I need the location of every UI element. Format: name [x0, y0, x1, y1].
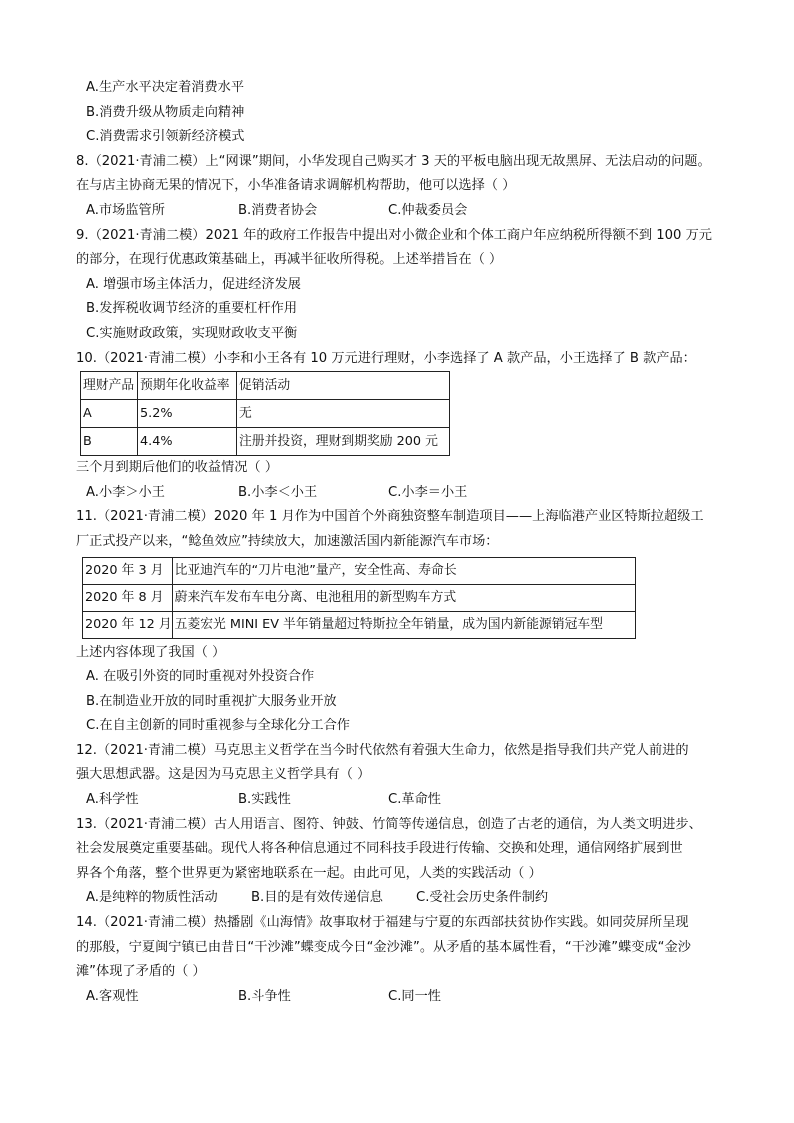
question-stem: 9.（2021·青浦二模）2021 年的政府工作报告中提出对小微企业和个体工商户年应纳税所得额不到 100 万元 — [76, 227, 712, 243]
options-row — [76, 199, 726, 224]
option-a: A.小李＞小王 — [86, 484, 165, 500]
table-row — [83, 557, 636, 584]
option-b: B.斗争性 — [238, 988, 291, 1004]
exam-page — [76, 76, 726, 1009]
ev-market-table — [82, 557, 636, 639]
options-row — [76, 788, 726, 813]
question-stem: 13.（2021·青浦二模）古人用语言、图符、钟鼓、竹简等传递信息，创造了古老的通信，为人类文明进步、 — [76, 816, 702, 832]
table-header-cell: 预期年化收益率 — [138, 372, 237, 400]
option-b: B.目的是有效传递信息 — [251, 890, 383, 906]
question-7 — [76, 76, 726, 150]
question-14 — [76, 911, 726, 1009]
option-b: B.在制造业开放的同时重视扩大服务业开放 — [86, 693, 337, 709]
question-11 — [76, 505, 726, 739]
question-stem: 滩”体现了矛盾的（ ） — [76, 964, 206, 980]
option-c: C.小李＝小王 — [388, 484, 468, 500]
question-stem: 厂正式投产以来，“鲶鱼效应”持续放大，加速激活国内新能源汽车市场： — [76, 533, 499, 549]
table-cell: B — [81, 428, 138, 456]
option-b: B.消费者协会 — [238, 202, 318, 218]
option-c: C.革命性 — [388, 792, 441, 808]
option-b: B.消费升级从物质走向精神 — [86, 104, 245, 120]
table-cell: 蔚来汽车发布车电分离、电池租用的新型购车方式 — [172, 584, 635, 611]
table-header-cell: 理财产品 — [81, 372, 138, 400]
question-prompt: 三个月到期后他们的收益情况（ ） — [76, 460, 279, 476]
table-cell: 4.4% — [138, 428, 237, 456]
question-13 — [76, 813, 726, 911]
option-b: B.发挥税收调节经济的重要杠杆作用 — [86, 301, 298, 317]
option-c: C.受社会历史条件制约 — [416, 890, 549, 906]
option-c: C.实施财政政策，实现财政收支平衡 — [86, 325, 298, 341]
option-a: A. 增强市场主体活力，促进经济发展 — [86, 276, 301, 292]
question-stem: 10.（2021·青浦二模）小李和小王各有 10 万元进行理财，小李选择了 A 款产品，小王选择了 B 款产品： — [76, 350, 696, 366]
options-row — [76, 481, 726, 506]
option-a: A.市场监管所 — [86, 202, 165, 218]
question-stem: 14.（2021·青浦二模）热播剧《山海情》故事取材于福建与宁夏的东西部扶贫协作实践。如同荧屏所呈现 — [76, 915, 689, 931]
table-row — [81, 400, 450, 428]
option-c: C.仲裁委员会 — [388, 202, 468, 218]
table-cell: 2020 年 8 月 — [83, 584, 173, 611]
option-a: A.客观性 — [86, 988, 139, 1004]
question-8 — [76, 150, 726, 224]
option-a: A.是纯粹的物质性活动 — [86, 890, 218, 906]
question-prompt: 上述内容体现了我国（ ） — [76, 644, 226, 660]
table-row — [81, 428, 450, 456]
option-a: A.科学性 — [86, 792, 139, 808]
option-b: B.实践性 — [238, 792, 291, 808]
table-cell: A — [81, 400, 138, 428]
option-c: C.在自主创新的同时重视参与全球化分工合作 — [86, 718, 350, 734]
question-stem: 的那般，宁夏闽宁镇已由昔日“干沙滩”蝶变成今日“金沙滩”。从矛盾的基本属性看，“干沙滩”蝶变成“金沙 — [76, 939, 691, 955]
option-c: C.同一性 — [388, 988, 441, 1004]
option-a: A. 在吸引外资的同时重视对外投资合作 — [86, 669, 315, 685]
question-12 — [76, 739, 726, 813]
question-stem: 11.（2021·青浦二模）2020 年 1 月作为中国首个外商独资整车制造项目——上海临港产业区特斯拉超级工 — [76, 509, 704, 525]
question-stem: 在与店主协商无果的情况下，小华准备请求调解机构帮助，他可以选择（ ） — [76, 178, 516, 194]
option-c: C.消费需求引领新经济模式 — [86, 129, 245, 145]
options-row — [76, 886, 726, 911]
question-stem: 界各个角落，整个世界更为紧密地联系在一起。由此可见，人类的实践活动（ ） — [76, 865, 542, 881]
table-header-cell: 促销活动 — [237, 372, 450, 400]
table-cell: 比亚迪汽车的“刀片电池”量产，安全性高、寿命长 — [172, 557, 635, 584]
question-stem: 8.（2021·青浦二模）上“网课”期间，小华发现自己购买才 3 天的平板电脑出现无故黑屏、无法启动的问题。 — [76, 153, 711, 169]
finance-product-table — [80, 371, 450, 456]
question-10 — [76, 347, 726, 506]
question-stem: 12.（2021·青浦二模）马克思主义哲学在当今时代依然有着强大生命力，依然是指导我们共产党人前进的 — [76, 742, 689, 758]
question-stem: 强大思想武器。这是因为马克思主义哲学具有（ ） — [76, 767, 371, 783]
question-stem: 的部分，在现行优惠政策基础上，再减半征收所得税。上述举措旨在（ ） — [76, 252, 503, 268]
table-cell: 注册并投资，理财到期奖励 200 元 — [237, 428, 450, 456]
question-stem: 社会发展奠定重要基础。现代人将各种信息通过不同科技手段进行传输、交换和处理，通信网络扩展到世 — [76, 841, 683, 857]
table-cell: 无 — [237, 400, 450, 428]
table-cell: 5.2% — [138, 400, 237, 428]
options-row — [76, 985, 726, 1010]
table-cell: 五菱宏光 MINI EV 半年销量超过特斯拉全年销量，成为国内新能源销冠车型 — [172, 611, 635, 638]
table-cell: 2020 年 12 月 — [83, 611, 173, 638]
option-b: B.小李＜小王 — [238, 484, 318, 500]
question-9 — [76, 224, 726, 347]
table-row — [83, 611, 636, 638]
table-cell: 2020 年 3 月 — [83, 557, 173, 584]
option-a: A.生产水平决定着消费水平 — [86, 80, 245, 95]
table-header-row — [81, 372, 450, 400]
table-row — [83, 584, 636, 611]
